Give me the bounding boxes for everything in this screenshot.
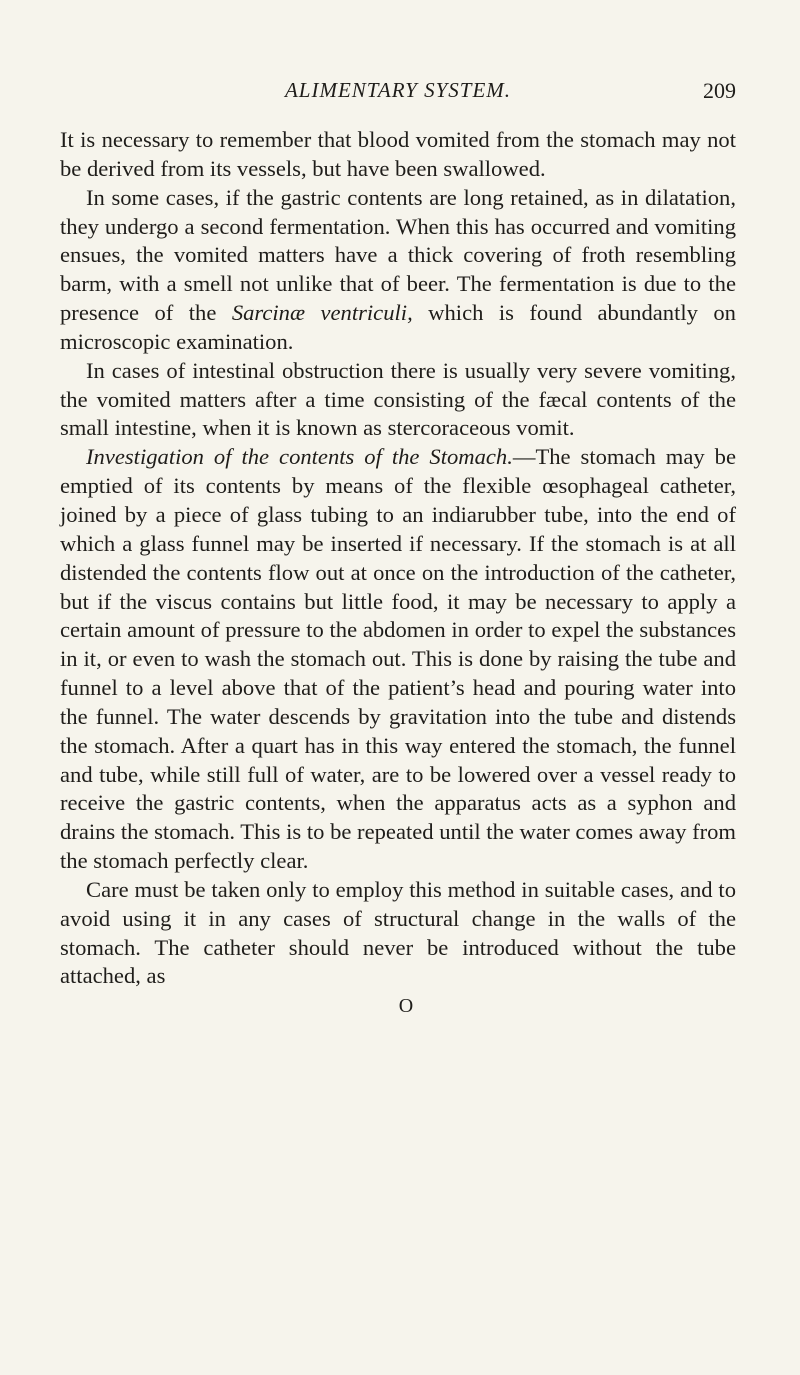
sarcinae-term: Sarcinæ ventriculi, [231,300,413,326]
section-heading: Investigation of the contents of the Stomach. [86,444,513,470]
paragraph-intestinal-obstruction [60,357,736,444]
paragraph-blood-vomited [60,126,736,184]
body-text [60,126,736,991]
paragraph-text: In cases of intestinal obstruction there is usually very severe vomiting, the vomited matters after a time consisting of the fæcal contents of the small intestine, when it is known as stercoraceous vomit. [60,357,736,441]
paragraph-fermentation [60,184,736,357]
paragraph-text: In some cases, if the gastric contents are long retained, as in dilatation, they undergo a second fermentation. When this has occurred and vomiting ensues, the vomited matters have a thick covering of froth resembling barm, with a smell not unlike that of beer. The fermentation is due to the presence of the [60,184,736,326]
signature-mark: O [398,995,414,1018]
paragraph-text: —The stomach may be emptied of its contents by means of the flexible œsophageal catheter, joined by a piece of glass tubing to an indiarubber tube, into the end of which a glass funnel may be inserted if necessary. If the stomach is at all distended the contents flow out at once on the introduction of the catheter, but if the viscus contains but little food, it may be necessary to apply a certain amount of pressure to the abdomen in order to expel the substances in it, or even to wash the stomach out. This is done by raising the tube and funnel to a level above that of the patient’s head and pouring water into the funnel. The water descends by gravitation into the tube and distends the stomach. After a quart has in this way entered the stomach, the funnel and tube, while still full of water, are to be lowered over a vessel ready to receive the gastric contents, when the apparatus acts as a syphon and drains the stomach. This is to be repeated until the water comes away from the stomach perfectly clear. [60,444,736,874]
paragraph-text: which is found abundantly on microscopic examination. [60,300,736,354]
paragraph-text: It is necessary to remember that blood vomited from the stomach may not be derived from its vessels, but have been swallowed. [60,127,736,181]
page-number: 209 [703,78,736,103]
book-page [60,78,736,1018]
running-header [60,78,736,114]
paragraph-text: Care must be taken only to employ this method in suitable cases, and to avoid using it in any cases of structural change in the walls of the stomach. The catheter should never be introduced without the tube attached, as [60,876,736,989]
paragraph-care [60,876,736,991]
running-title: ALIMENTARY SYSTEM. [284,78,512,102]
paragraph-investigation [60,443,736,876]
